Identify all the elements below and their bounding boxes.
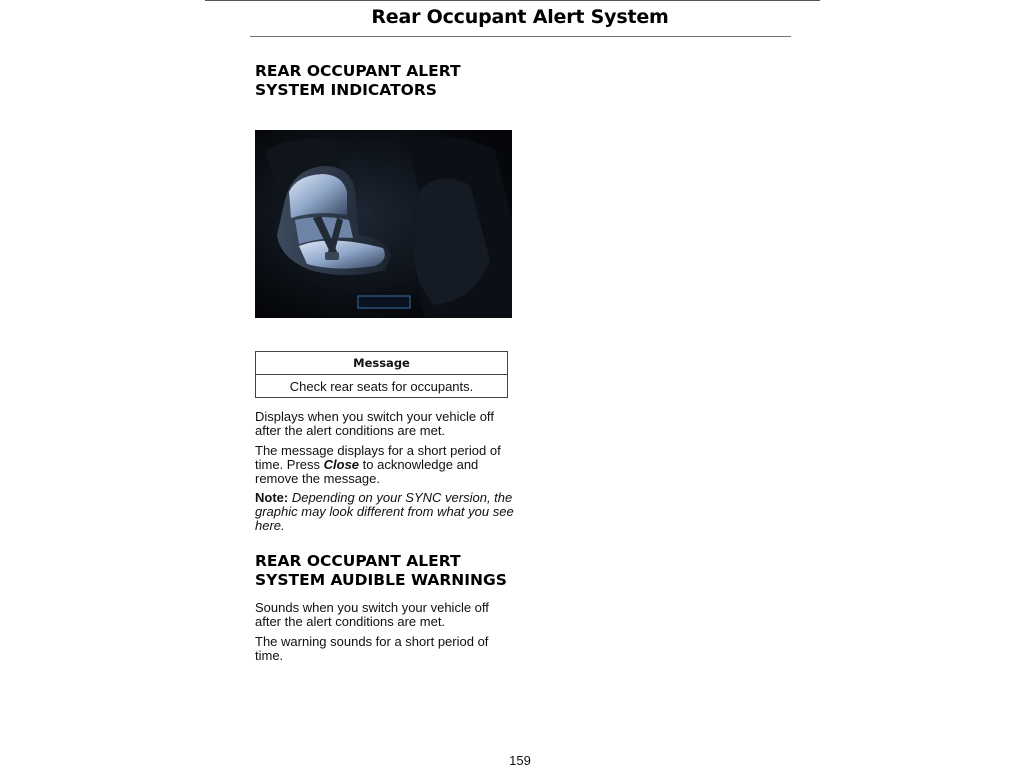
page-number: 159: [509, 753, 531, 768]
heading-line: REAR OCCUPANT ALERT: [255, 552, 461, 570]
heading-line: REAR OCCUPANT ALERT: [255, 62, 461, 80]
section-indicators: [255, 62, 515, 100]
title-rule: [250, 36, 791, 37]
heading-line: SYSTEM AUDIBLE WARNINGS: [255, 571, 507, 589]
message-table: [255, 351, 508, 398]
section-heading-audible: [255, 552, 515, 590]
paragraph-display-info: Displays when you switch your vehicle off after the alert conditions are met.: [255, 409, 494, 438]
section-audible-warnings: [255, 552, 515, 590]
paragraph-sounds-info: Sounds when you switch your vehicle off after the alert conditions are met.: [255, 600, 489, 629]
paragraph-text: to acknowledge and remove the message.: [255, 457, 479, 486]
page-title: Rear Occupant Alert System: [371, 6, 669, 28]
message-table-header: Message: [256, 352, 508, 375]
paragraph-warning-duration: The warning sounds for a short period of time.: [255, 634, 489, 663]
message-table-cell: Check rear seats for occupants.: [256, 375, 508, 398]
close-keyword: Close: [323, 457, 360, 472]
heading-line: SYSTEM INDICATORS: [255, 81, 437, 99]
section-heading-indicators: [255, 62, 515, 100]
paragraph-text: The message displays for a short period of time. Press: [255, 443, 501, 472]
note-paragraph: [255, 491, 517, 533]
note-text: Depending on your SYNC version, the graphic may look different from what you see here.: [255, 490, 514, 533]
top-rule: [205, 0, 820, 1]
paragraph-message-duration: [255, 444, 517, 486]
child-car-seat-image: [255, 130, 512, 318]
note-label: Note:: [255, 490, 289, 505]
